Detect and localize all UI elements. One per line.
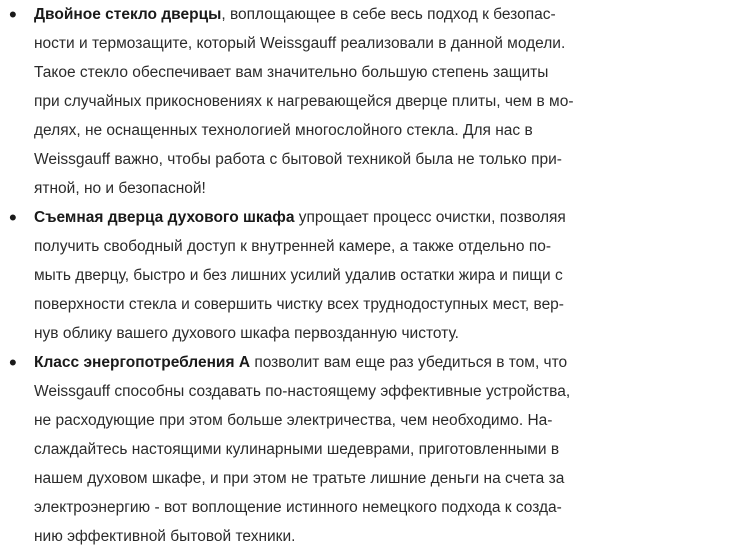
text-line: ности и термозащите, который Weissgauff реализовали в данной модели.: [34, 35, 566, 52]
text-line: Такое стекло обеспечивает вам значительно большую степень защиты: [34, 64, 549, 81]
text-line: Weissgauff способны создавать по-настоящему эффективные устройства,: [34, 383, 571, 400]
text-line: электроэнергию - вот воплощение истинного немецкого подхода к созда-: [34, 499, 562, 516]
bullet-icon: •: [9, 2, 17, 27]
list-item-energy-class: [0, 348, 751, 551]
list-item-removable-door: [0, 203, 751, 348]
line-text: , воплощающее в себе весь подход к безопас-: [221, 6, 556, 23]
line-text: позволит вам еще раз убедиться в том, что: [250, 354, 568, 371]
text-line: нию эффективной бытовой техники.: [34, 528, 296, 545]
list-item-double-glass: [0, 0, 751, 203]
bullet-icon: •: [9, 350, 17, 375]
text-line: Weissgauff важно, чтобы работа с бытовой техникой была не только при-: [34, 151, 562, 168]
bullet-icon: •: [9, 205, 17, 230]
text-line: при случайных прикосновениях к нагревающейся дверце плиты, чем в мо-: [34, 93, 574, 110]
line-text: упрощает процесс очистки, позволяя: [294, 209, 566, 226]
text-line: ятной, но и безопасной!: [34, 180, 206, 197]
lead-bold-text: Двойное стекло дверцы: [34, 6, 222, 23]
text-line: нашем духовом шкафе, и при этом не тратьте лишние деньги на счета за: [34, 470, 565, 487]
text-line: [34, 0, 751, 29]
lead-bold-text: Класс энергопотребления А: [34, 354, 251, 371]
text-line: не расходующие при этом больше электричества, чем необходимо. На-: [34, 412, 553, 429]
lead-bold-text: Съемная дверца духового шкафа: [34, 209, 295, 226]
text-line: получить свободный доступ к внутренней камере, а также отдельно по-: [34, 238, 552, 255]
text-line: поверхности стекла и совершить чистку всех труднодоступных мест, вер-: [34, 296, 564, 313]
text-line: делях, не оснащенных технологией многослойного стекла. Для нас в: [34, 122, 533, 139]
text-line: слаждайтесь настоящими кулинарными шедеврами, приготовленными в: [34, 441, 560, 458]
text-line: нув облику вашего духового шкафа первозданную чистоту.: [34, 325, 459, 342]
text-line: [34, 203, 751, 232]
text-line: мыть дверцу, быстро и без лишних усилий удалив остатки жира и пищи с: [34, 267, 563, 284]
text-line: [34, 348, 751, 377]
